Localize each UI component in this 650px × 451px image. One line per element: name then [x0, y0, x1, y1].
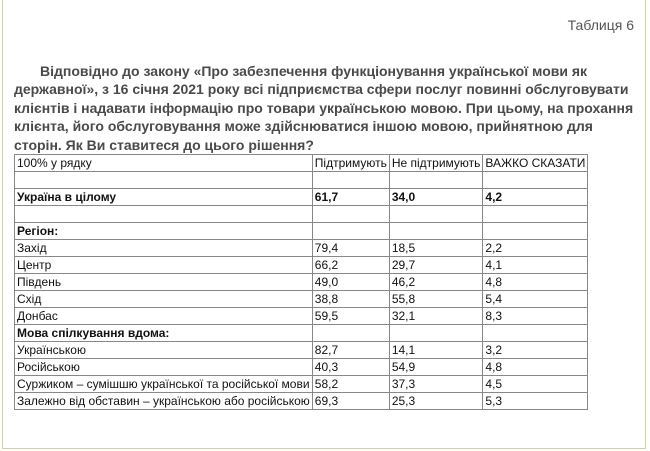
support-value-cell: 69,3	[312, 393, 389, 410]
not-support-value-cell: 25,3	[389, 393, 483, 410]
header-cell-not-support: Не підтримують	[389, 155, 483, 172]
support-value-cell: 66,2	[312, 257, 389, 274]
support-value-cell: 38,8	[312, 291, 389, 308]
row-label-cell: Мова спілкування вдома:	[15, 325, 313, 342]
hard-to-say-value-cell: 4,1	[483, 257, 588, 274]
not-support-value-cell: 55,8	[389, 291, 483, 308]
support-value-cell: 59,5	[312, 308, 389, 325]
row-label-cell: Центр	[15, 257, 313, 274]
row-label-cell	[15, 172, 313, 189]
header-cell-share: 100% у рядку	[15, 155, 313, 172]
table-row	[15, 308, 588, 325]
not-support-value-cell: 46,2	[389, 274, 483, 291]
hard-to-say-value-cell: 3,2	[483, 342, 588, 359]
support-value-cell: 58,2	[312, 376, 389, 393]
hard-to-say-value-cell	[483, 223, 588, 240]
support-value-cell: 82,7	[312, 342, 389, 359]
hard-to-say-value-cell	[483, 325, 588, 342]
not-support-value-cell: 54,9	[389, 359, 483, 376]
header-cell-support: Підтримують	[312, 155, 389, 172]
survey-question: Відповідно до закону «Про забезпечення функціонування української мови як державної», з 16 січня 2021 року всі підприємства сфери послуг повинні обслуговувати клієнтів і надавати інформацію про товари українською мовою. При цьому, на прохання клієнта, його обслуговування може здійснюватися іншою мовою, прийнятною для сторін. Як Ви ставитеся до цього рішення?	[14, 63, 634, 153]
hard-to-say-value-cell: 5,4	[483, 291, 588, 308]
table-row	[15, 393, 588, 410]
support-value-cell	[312, 223, 389, 240]
support-value-cell	[312, 325, 389, 342]
hard-to-say-value-cell: 8,3	[483, 308, 588, 325]
table-row	[15, 325, 588, 342]
hard-to-say-value-cell: 4,2	[483, 189, 588, 206]
row-label-cell: Залежно від обставин – українською або російською	[15, 393, 313, 410]
row-label-cell: Українською	[15, 342, 313, 359]
not-support-value-cell: 14,1	[389, 342, 483, 359]
hard-to-say-value-cell: 4,8	[483, 359, 588, 376]
support-value-cell	[312, 172, 389, 189]
table-row	[15, 223, 588, 240]
table-row	[15, 206, 588, 223]
table-row	[15, 257, 588, 274]
table-row	[15, 342, 588, 359]
hard-to-say-value-cell: 2,2	[483, 240, 588, 257]
row-label-cell: Донбас	[15, 308, 313, 325]
row-label-cell: Російською	[15, 359, 313, 376]
header-cell-hard-to-say: ВАЖКО СКАЗАТИ	[483, 155, 588, 172]
not-support-value-cell: 29,7	[389, 257, 483, 274]
hard-to-say-value-cell: 4,5	[483, 376, 588, 393]
row-label-cell: Суржиком – сумішшю української та російської мови	[15, 376, 313, 393]
row-label-cell: Південь	[15, 274, 313, 291]
row-label-cell: Регіон:	[15, 223, 313, 240]
row-label-cell: Захід	[15, 240, 313, 257]
table-row	[15, 274, 588, 291]
row-label-cell: Схід	[15, 291, 313, 308]
hard-to-say-value-cell: 5,3	[483, 393, 588, 410]
support-value-cell: 61,7	[312, 189, 389, 206]
support-value-cell	[312, 206, 389, 223]
hard-to-say-value-cell	[483, 206, 588, 223]
table-row	[15, 240, 588, 257]
table-row	[15, 189, 588, 206]
not-support-value-cell: 37,3	[389, 376, 483, 393]
row-label-cell: Україна в цілому	[15, 189, 313, 206]
not-support-value-cell: 18,5	[389, 240, 483, 257]
table-number-label: Таблиця 6	[567, 17, 634, 33]
not-support-value-cell: 32,1	[389, 308, 483, 325]
hard-to-say-value-cell	[483, 172, 588, 189]
not-support-value-cell	[389, 325, 483, 342]
table-row	[15, 359, 588, 376]
not-support-value-cell	[389, 172, 483, 189]
table-row	[15, 376, 588, 393]
row-label-cell	[15, 206, 313, 223]
hard-to-say-value-cell: 4,8	[483, 274, 588, 291]
table-header-row	[15, 155, 588, 172]
support-value-cell: 40,3	[312, 359, 389, 376]
not-support-value-cell	[389, 223, 483, 240]
table-row	[15, 291, 588, 308]
table-row	[15, 172, 588, 189]
results-table	[14, 154, 588, 410]
not-support-value-cell	[389, 206, 483, 223]
not-support-value-cell: 34,0	[389, 189, 483, 206]
support-value-cell: 79,4	[312, 240, 389, 257]
support-value-cell: 49,0	[312, 274, 389, 291]
